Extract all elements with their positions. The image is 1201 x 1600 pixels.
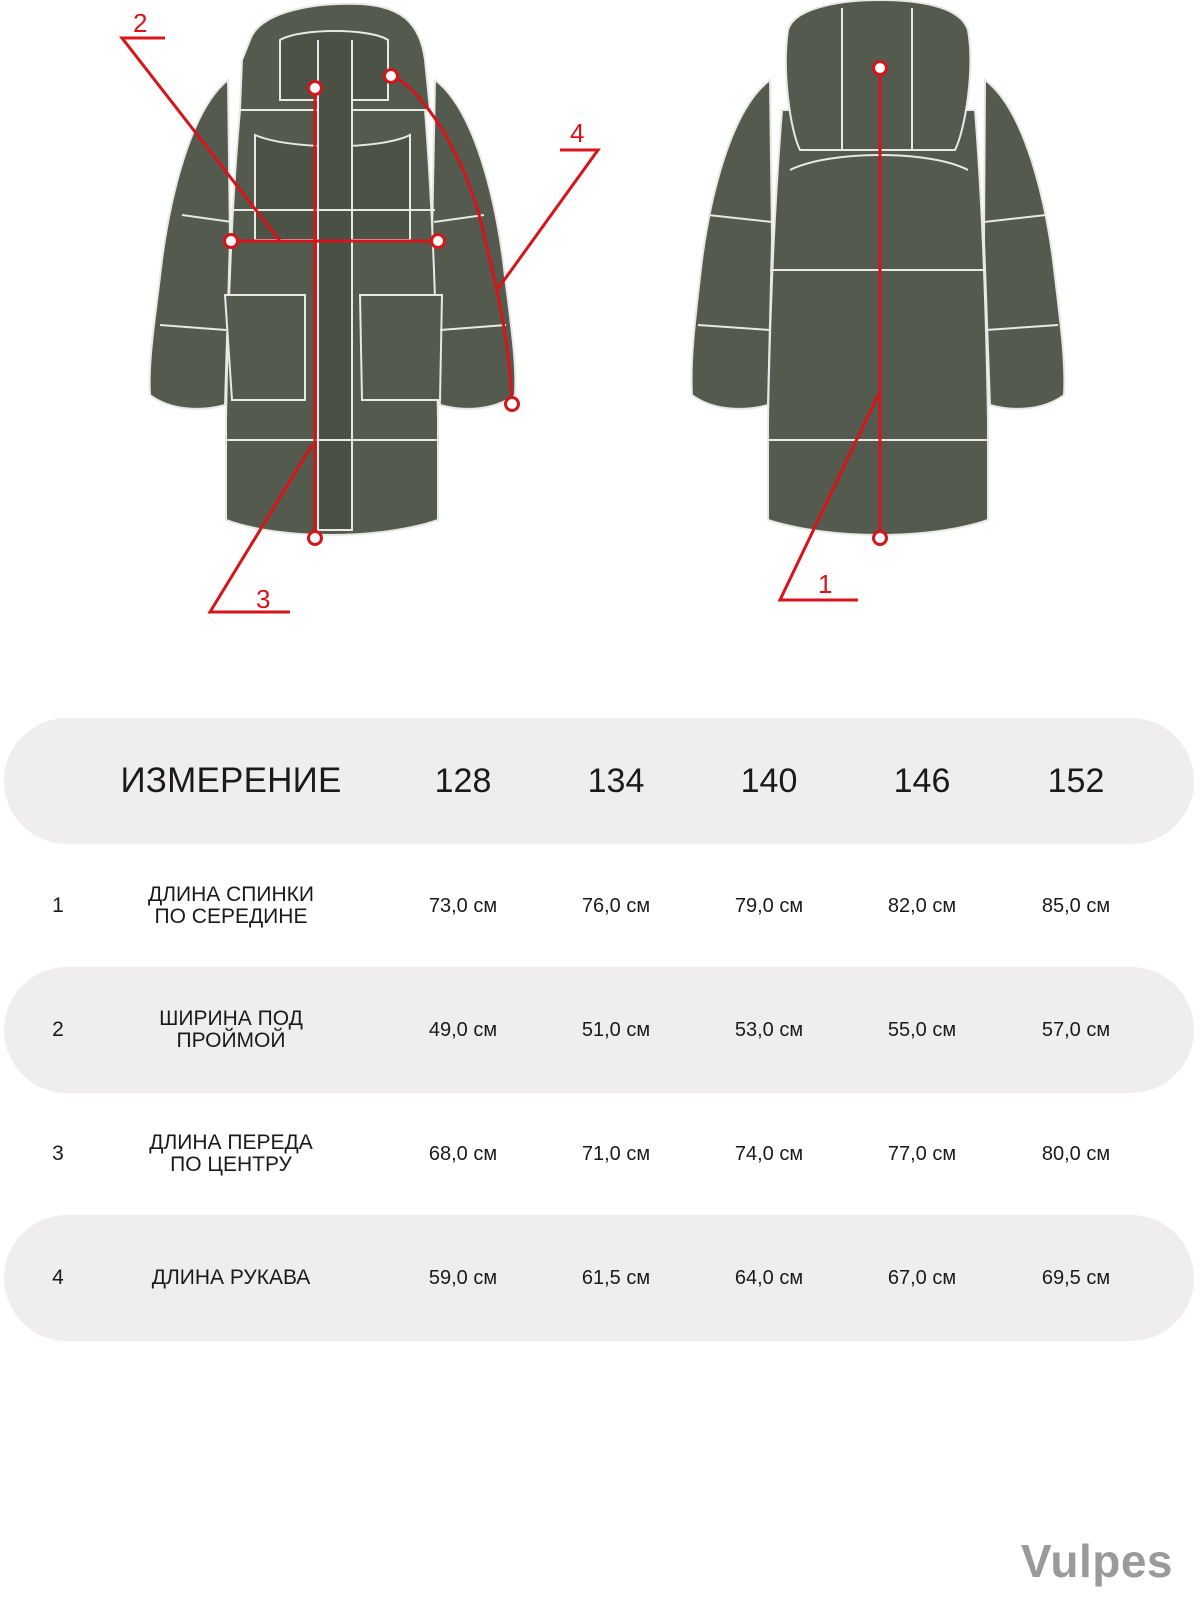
value-134: 51,0 см <box>581 1018 651 1041</box>
header-size-146: 146 <box>893 761 951 800</box>
value-140: 64,0 см <box>734 1266 804 1289</box>
value-140: 79,0 см <box>734 894 804 917</box>
callout-1: 1 <box>818 569 833 599</box>
coat-back-view <box>692 0 1065 535</box>
value-134: 61,5 см <box>581 1266 651 1289</box>
value-152: 57,0 см <box>1041 1018 1111 1041</box>
table-row <box>4 967 1194 1093</box>
row-label: ШИРИНА ПОД ПРОЙМОЙ <box>159 1007 303 1052</box>
table-row <box>4 843 1194 969</box>
header-size-152: 152 <box>1047 761 1105 800</box>
header-size-128: 128 <box>434 761 492 800</box>
value-146: 55,0 см <box>887 1018 957 1041</box>
row-number: 4 <box>52 1266 64 1289</box>
row-label: ДЛИНА СПИНКИ ПО СЕРЕДИНЕ <box>148 883 314 928</box>
value-152: 69,5 см <box>1041 1266 1111 1289</box>
value-134: 71,0 см <box>581 1142 651 1165</box>
callout-2: 2 <box>133 8 148 38</box>
header-size-140: 140 <box>740 761 798 800</box>
value-128: 68,0 см <box>428 1142 498 1165</box>
row-label: ДЛИНА ПЕРЕДА ПО ЦЕНТРУ <box>149 1131 313 1176</box>
callout-4: 4 <box>570 118 585 148</box>
callout-3: 3 <box>256 584 271 614</box>
value-152: 85,0 см <box>1041 894 1111 917</box>
value-146: 82,0 см <box>887 894 957 917</box>
header-measurement-label: ИЗМЕРЕНИЕ <box>120 761 342 800</box>
value-146: 77,0 см <box>887 1142 957 1165</box>
table-row <box>4 1215 1194 1341</box>
value-152: 80,0 см <box>1041 1142 1111 1165</box>
table-row <box>4 1091 1194 1217</box>
value-128: 73,0 см <box>428 894 498 917</box>
value-140: 74,0 см <box>734 1142 804 1165</box>
value-128: 59,0 см <box>428 1266 498 1289</box>
coat-measurement-diagram <box>0 0 1201 690</box>
value-140: 53,0 см <box>734 1018 804 1041</box>
row-number: 2 <box>52 1018 64 1041</box>
table-header-row <box>4 718 1194 844</box>
row-number: 1 <box>52 894 64 917</box>
value-134: 76,0 см <box>581 894 651 917</box>
value-146: 67,0 см <box>887 1266 957 1289</box>
value-128: 49,0 см <box>428 1018 498 1041</box>
row-label: ДЛИНА РУКАВА <box>151 1266 311 1289</box>
header-size-134: 134 <box>587 761 645 800</box>
brand-logo: Vulpes <box>1020 1535 1173 1587</box>
row-number: 3 <box>52 1142 64 1165</box>
coat-front-view <box>150 4 516 535</box>
